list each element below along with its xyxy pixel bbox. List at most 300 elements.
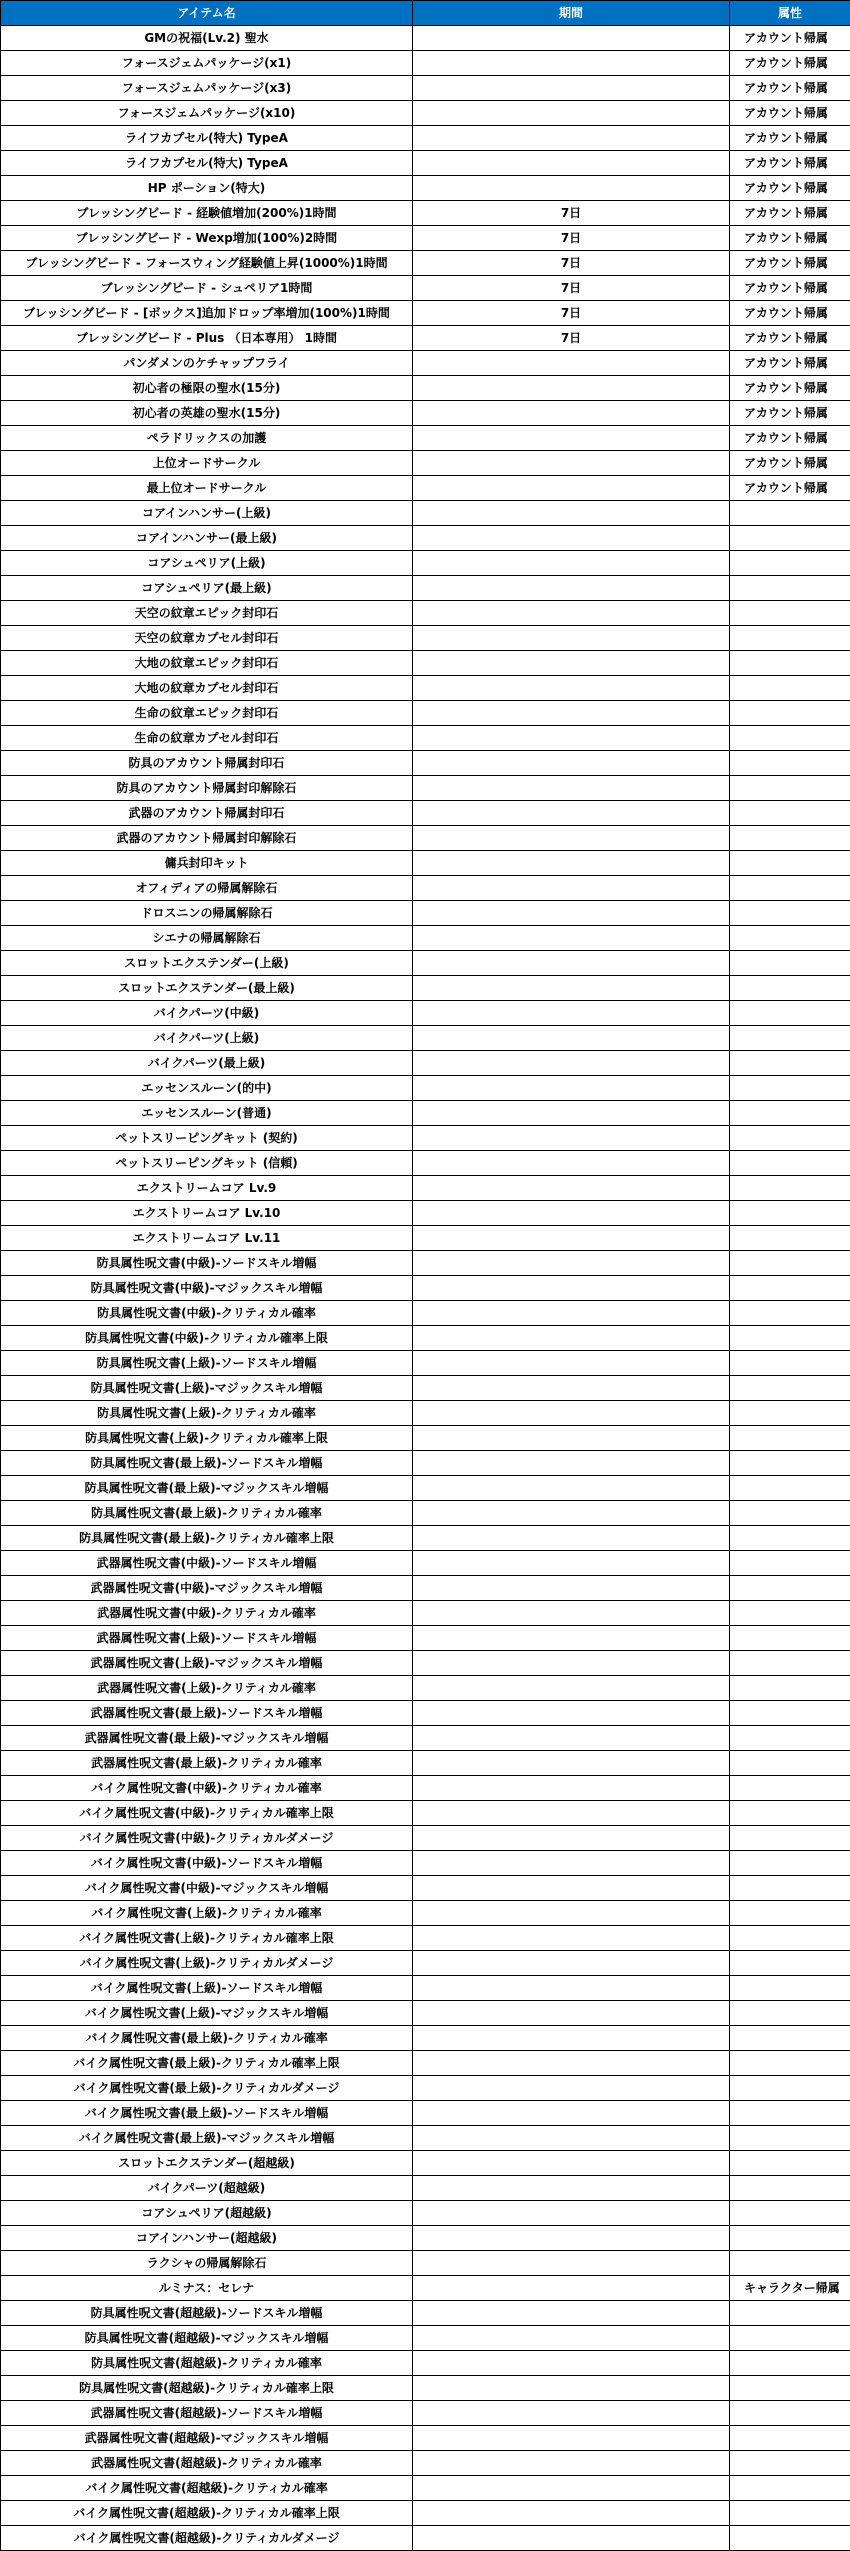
attribute-cell [730, 551, 850, 576]
table-row [1, 1826, 850, 1851]
period-cell [413, 2001, 730, 2026]
table-row [1, 426, 850, 451]
table-row [1, 2101, 850, 2126]
table-row [1, 926, 850, 951]
item-name-cell: 防具属性呪文書(上級)-マジックスキル増幅 [1, 1376, 413, 1401]
item-name-cell: 武器のアカウント帰属封印石 [1, 801, 413, 826]
table-row [1, 1876, 850, 1901]
attribute-cell [730, 1826, 850, 1851]
attribute-cell [730, 1501, 850, 1526]
period-cell [413, 1051, 730, 1076]
item-name-cell: 防具属性呪文書(中級)-クリティカル確率 [1, 1301, 413, 1326]
table-row [1, 1801, 850, 1826]
table-row [1, 1226, 850, 1251]
item-name-cell: 武器属性呪文書(中級)-ソードスキル増幅 [1, 1551, 413, 1576]
attribute-cell: アカウント帰属 [730, 101, 850, 126]
period-cell [413, 626, 730, 651]
item-name-cell: 武器属性呪文書(中級)-クリティカル確率 [1, 1601, 413, 1626]
period-cell: 7日 [413, 276, 730, 301]
attribute-cell [730, 2201, 850, 2226]
period-cell [413, 676, 730, 701]
table-row [1, 551, 850, 576]
attribute-cell [730, 1876, 850, 1901]
attribute-cell [730, 701, 850, 726]
item-name-cell: オフィディアの帰属解除石 [1, 876, 413, 901]
table-row [1, 751, 850, 776]
period-cell [413, 901, 730, 926]
period-cell [413, 351, 730, 376]
item-name-cell: 大地の紋章カプセル封印石 [1, 676, 413, 701]
item-name-cell: シエナの帰属解除石 [1, 926, 413, 951]
attribute-cell [730, 851, 850, 876]
table-row [1, 2501, 850, 2526]
table-row [1, 1976, 850, 2001]
period-cell [413, 1201, 730, 1226]
period-cell [413, 2326, 730, 2351]
attribute-cell [730, 1401, 850, 1426]
period-cell [413, 2226, 730, 2251]
table-row [1, 226, 850, 251]
table-body [1, 26, 850, 2551]
table-row [1, 1701, 850, 1726]
item-name-cell: バイク属性呪文書(最上級)-クリティカルダメージ [1, 2076, 413, 2101]
attribute-cell [730, 576, 850, 601]
item-name-cell: 武器のアカウント帰属封印解除石 [1, 826, 413, 851]
table-row [1, 1101, 850, 1126]
item-name-cell: バイクパーツ(最上級) [1, 1051, 413, 1076]
item-name-cell: 防具属性呪文書(超越級)-クリティカル確率上限 [1, 2376, 413, 2401]
period-cell [413, 1676, 730, 1701]
item-name-cell: HP ポーション(特大) [1, 176, 413, 201]
attribute-cell [730, 2451, 850, 2476]
period-cell [413, 1226, 730, 1251]
item-name-cell: 生命の紋章カプセル封印石 [1, 726, 413, 751]
item-name-cell: 初心者の英雄の聖水(15分) [1, 401, 413, 426]
attribute-cell: アカウント帰属 [730, 476, 850, 501]
item-name-cell: 武器属性呪文書(最上級)-マジックスキル増幅 [1, 1726, 413, 1751]
table-row [1, 301, 850, 326]
attribute-cell [730, 651, 850, 676]
period-cell [413, 2301, 730, 2326]
attribute-cell: アカウント帰属 [730, 301, 850, 326]
table-row [1, 2201, 850, 2226]
period-cell [413, 2426, 730, 2451]
period-cell [413, 1776, 730, 1801]
item-name-cell: バイクパーツ(上級) [1, 1026, 413, 1051]
period-cell [413, 951, 730, 976]
period-cell [413, 151, 730, 176]
table-row [1, 876, 850, 901]
item-name-cell: バイク属性呪文書(最上級)-クリティカル確率 [1, 2026, 413, 2051]
table-row [1, 1851, 850, 1876]
attribute-cell [730, 2476, 850, 2501]
item-name-cell: フォースジェムパッケージ(x3) [1, 76, 413, 101]
attribute-cell: アカウント帰属 [730, 226, 850, 251]
table-row [1, 1151, 850, 1176]
period-cell [413, 1351, 730, 1376]
period-cell [413, 801, 730, 826]
attribute-cell [730, 1076, 850, 1101]
table-row [1, 1026, 850, 1051]
attribute-cell [730, 2226, 850, 2251]
table-row [1, 1526, 850, 1551]
period-cell [413, 826, 730, 851]
attribute-cell [730, 2026, 850, 2051]
period-cell [413, 2126, 730, 2151]
table-row [1, 1751, 850, 1776]
table-row [1, 2001, 850, 2026]
attribute-cell [730, 1551, 850, 1576]
item-name-cell: ドロスニンの帰属解除石 [1, 901, 413, 926]
attribute-cell [730, 1351, 850, 1376]
attribute-cell [730, 2076, 850, 2101]
period-cell [413, 1401, 730, 1426]
period-cell [413, 1501, 730, 1526]
item-name-cell: バイク属性呪文書(中級)-クリティカル確率 [1, 1776, 413, 1801]
attribute-cell [730, 1451, 850, 1476]
period-cell [413, 2526, 730, 2551]
item-name-cell: ブレッシングビード - フォースウィング経験値上昇(1000%)1時間 [1, 251, 413, 276]
table-row [1, 701, 850, 726]
table-row [1, 2451, 850, 2476]
attribute-cell [730, 1376, 850, 1401]
attribute-cell [730, 2151, 850, 2176]
period-cell [413, 776, 730, 801]
attribute-cell [730, 2426, 850, 2451]
table-row [1, 51, 850, 76]
table-row [1, 1201, 850, 1226]
attribute-cell: アカウント帰属 [730, 326, 850, 351]
period-cell [413, 976, 730, 1001]
period-cell [413, 51, 730, 76]
attribute-cell [730, 2051, 850, 2076]
table-row [1, 801, 850, 826]
table-row [1, 351, 850, 376]
item-name-cell: 防具属性呪文書(最上級)-マジックスキル増幅 [1, 1476, 413, 1501]
item-name-cell: バイク属性呪文書(中級)-ソードスキル増幅 [1, 1851, 413, 1876]
period-cell: 7日 [413, 301, 730, 326]
table-row [1, 1626, 850, 1651]
item-name-cell: バイク属性呪文書(上級)-ソードスキル増幅 [1, 1976, 413, 2001]
period-cell [413, 1826, 730, 1851]
item-name-cell: ペットスリーピングキット (契約) [1, 1126, 413, 1151]
table-row [1, 101, 850, 126]
header-attribute: 属性 [730, 1, 850, 26]
attribute-cell: アカウント帰属 [730, 26, 850, 51]
header-item-name: アイテム名 [1, 1, 413, 26]
item-name-cell: 武器属性呪文書(最上級)-クリティカル確率 [1, 1751, 413, 1776]
table-row [1, 2251, 850, 2276]
table-row [1, 526, 850, 551]
period-cell [413, 1076, 730, 1101]
attribute-cell [730, 2301, 850, 2326]
period-cell [413, 1126, 730, 1151]
item-name-cell: 天空の紋章カプセル封印石 [1, 626, 413, 651]
table-row [1, 1426, 850, 1451]
attribute-cell [730, 1001, 850, 1026]
attribute-cell [730, 601, 850, 626]
table-row [1, 1476, 850, 1501]
period-cell [413, 76, 730, 101]
period-cell [413, 726, 730, 751]
period-cell: 7日 [413, 326, 730, 351]
attribute-cell [730, 676, 850, 701]
period-cell [413, 401, 730, 426]
table-row [1, 2051, 850, 2076]
table-row [1, 126, 850, 151]
table-row [1, 151, 850, 176]
table-row [1, 901, 850, 926]
period-cell [413, 476, 730, 501]
table-row [1, 276, 850, 301]
period-cell [413, 1626, 730, 1651]
period-cell [413, 1001, 730, 1026]
period-cell [413, 2076, 730, 2101]
table-row [1, 201, 850, 226]
attribute-cell: アカウント帰属 [730, 251, 850, 276]
period-cell [413, 126, 730, 151]
item-name-cell: ライフカプセル(特大) TypeA [1, 151, 413, 176]
period-cell [413, 1476, 730, 1501]
item-name-cell: エッセンスルーン(的中) [1, 1076, 413, 1101]
attribute-cell: アカウント帰属 [730, 76, 850, 101]
attribute-cell: アカウント帰属 [730, 401, 850, 426]
period-cell [413, 1426, 730, 1451]
period-cell [413, 1026, 730, 1051]
table-row [1, 2326, 850, 2351]
period-cell [413, 876, 730, 901]
item-name-cell: 傭兵封印キット [1, 851, 413, 876]
item-name-cell: バイク属性呪文書(最上級)-マジックスキル増幅 [1, 2126, 413, 2151]
item-name-cell: 武器属性呪文書(中級)-マジックスキル増幅 [1, 1576, 413, 1601]
item-name-cell: コアシュペリア(最上級) [1, 576, 413, 601]
item-name-cell: エクストリームコア Lv.10 [1, 1201, 413, 1226]
attribute-cell [730, 1051, 850, 1076]
item-name-cell: 防具属性呪文書(上級)-クリティカル確率上限 [1, 1426, 413, 1451]
table-row [1, 626, 850, 651]
period-cell [413, 2501, 730, 2526]
period-cell [413, 1176, 730, 1201]
item-name-cell: コアインハンサー(最上級) [1, 526, 413, 551]
period-cell [413, 1901, 730, 1926]
table-row [1, 951, 850, 976]
item-name-cell: コアシュペリア(超越級) [1, 2201, 413, 2226]
attribute-cell [730, 1926, 850, 1951]
item-name-cell: バイク属性呪文書(上級)-マジックスキル増幅 [1, 2001, 413, 2026]
item-name-cell: 武器属性呪文書(超越級)-ソードスキル増幅 [1, 2401, 413, 2426]
item-name-cell: バイク属性呪文書(中級)-クリティカル確率上限 [1, 1801, 413, 1826]
attribute-cell [730, 1626, 850, 1651]
attribute-cell: アカウント帰属 [730, 126, 850, 151]
attribute-cell [730, 2401, 850, 2426]
table-row [1, 1326, 850, 1351]
attribute-cell [730, 2326, 850, 2351]
attribute-cell [730, 1251, 850, 1276]
attribute-cell [730, 1101, 850, 1126]
attribute-cell: アカウント帰属 [730, 201, 850, 226]
item-name-cell: 防具属性呪文書(上級)-クリティカル確率 [1, 1401, 413, 1426]
attribute-cell [730, 1126, 850, 1151]
item-name-cell: コアインハンサー(上級) [1, 501, 413, 526]
attribute-cell [730, 1901, 850, 1926]
period-cell: 7日 [413, 226, 730, 251]
period-cell [413, 2051, 730, 2076]
item-name-cell: ペラドリックスの加護 [1, 426, 413, 451]
period-cell [413, 651, 730, 676]
period-cell [413, 2376, 730, 2401]
table-row [1, 501, 850, 526]
period-cell [413, 2251, 730, 2276]
attribute-cell [730, 1201, 850, 1226]
table-row [1, 651, 850, 676]
item-name-cell: ブレッシングビード - シュペリア1時間 [1, 276, 413, 301]
item-name-cell: 防具属性呪文書(超越級)-クリティカル確率 [1, 2351, 413, 2376]
item-name-cell: 防具属性呪文書(超越級)-ソードスキル増幅 [1, 2301, 413, 2326]
attribute-cell [730, 1676, 850, 1701]
period-cell [413, 701, 730, 726]
period-cell [413, 1951, 730, 1976]
item-name-cell: 防具属性呪文書(中級)-マジックスキル増幅 [1, 1276, 413, 1301]
table-row [1, 2301, 850, 2326]
period-cell [413, 1451, 730, 1476]
table-row [1, 1451, 850, 1476]
table-row [1, 2176, 850, 2201]
item-name-cell: バイク属性呪文書(最上級)-クリティカル確率上限 [1, 2051, 413, 2076]
attribute-cell [730, 2001, 850, 2026]
attribute-cell [730, 1751, 850, 1776]
attribute-cell [730, 1776, 850, 1801]
item-name-cell: ブレッシングビード - Plus （日本専用） 1時間 [1, 326, 413, 351]
table-row [1, 401, 850, 426]
period-cell [413, 576, 730, 601]
period-cell [413, 2451, 730, 2476]
period-cell: 7日 [413, 201, 730, 226]
item-name-cell: バイク属性呪文書(超越級)-クリティカル確率上限 [1, 2501, 413, 2526]
attribute-cell [730, 1576, 850, 1601]
item-name-cell: コアシュペリア(上級) [1, 551, 413, 576]
period-cell [413, 1576, 730, 1601]
period-cell [413, 1651, 730, 1676]
item-name-cell: エクストリームコア Lv.11 [1, 1226, 413, 1251]
table-row [1, 76, 850, 101]
period-cell [413, 26, 730, 51]
attribute-cell: アカウント帰属 [730, 276, 850, 301]
item-name-cell: バイク属性呪文書(上級)-クリティカル確率上限 [1, 1926, 413, 1951]
table-row [1, 251, 850, 276]
item-name-cell: 防具属性呪文書(超越級)-マジックスキル増幅 [1, 2326, 413, 2351]
item-name-cell: エクストリームコア Lv.9 [1, 1176, 413, 1201]
period-cell [413, 1376, 730, 1401]
table-row [1, 726, 850, 751]
table-row [1, 1001, 850, 1026]
attribute-cell [730, 2526, 850, 2551]
item-name-cell: ルミナス：セレナ [1, 2276, 413, 2301]
table-row [1, 451, 850, 476]
item-name-cell: 天空の紋章エピック封印石 [1, 601, 413, 626]
attribute-cell [730, 1526, 850, 1551]
attribute-cell: アカウント帰属 [730, 351, 850, 376]
item-name-cell: ブレッシングビード - Wexp増加(100%)2時間 [1, 226, 413, 251]
period-cell [413, 426, 730, 451]
item-name-cell: 大地の紋章エピック封印石 [1, 651, 413, 676]
table-row [1, 2226, 850, 2251]
item-name-cell: 防具属性呪文書(上級)-ソードスキル増幅 [1, 1351, 413, 1376]
item-name-cell: スロットエクステンダー(最上級) [1, 976, 413, 1001]
table-row [1, 1376, 850, 1401]
item-name-cell: バイク属性呪文書(最上級)-ソードスキル増幅 [1, 2101, 413, 2126]
period-cell [413, 1101, 730, 1126]
item-name-cell: 最上位オードサークル [1, 476, 413, 501]
table-row [1, 326, 850, 351]
item-name-cell: 防具属性呪文書(中級)-クリティカル確率上限 [1, 1326, 413, 1351]
attribute-cell: アカウント帰属 [730, 176, 850, 201]
item-name-cell: バイクパーツ(中級) [1, 1001, 413, 1026]
attribute-cell: キャラクター帰属 [730, 2276, 850, 2301]
table-row [1, 1351, 850, 1376]
table-row [1, 851, 850, 876]
attribute-cell [730, 951, 850, 976]
attribute-cell [730, 801, 850, 826]
item-name-cell: ラクシャの帰属解除石 [1, 2251, 413, 2276]
table-row [1, 2426, 850, 2451]
period-cell [413, 501, 730, 526]
item-name-cell: GMの祝福(Lv.2) 聖水 [1, 26, 413, 51]
period-cell [413, 2276, 730, 2301]
table-row [1, 2026, 850, 2051]
period-cell [413, 2201, 730, 2226]
attribute-cell [730, 1226, 850, 1251]
table-row [1, 676, 850, 701]
item-name-cell: 生命の紋章エピック封印石 [1, 701, 413, 726]
table-row [1, 1576, 850, 1601]
item-name-cell: 上位オードサークル [1, 451, 413, 476]
attribute-cell: アカウント帰属 [730, 426, 850, 451]
attribute-cell [730, 1951, 850, 1976]
table-row [1, 1501, 850, 1526]
period-cell [413, 176, 730, 201]
period-cell [413, 1801, 730, 1826]
attribute-cell [730, 1601, 850, 1626]
item-name-cell: 武器属性呪文書(超越級)-クリティカル確率 [1, 2451, 413, 2476]
attribute-cell [730, 926, 850, 951]
period-cell [413, 2476, 730, 2501]
item-name-cell: 武器属性呪文書(最上級)-ソードスキル増幅 [1, 1701, 413, 1726]
attribute-cell [730, 2501, 850, 2526]
table-row [1, 1551, 850, 1576]
period-cell [413, 376, 730, 401]
table-row [1, 1251, 850, 1276]
item-name-cell: 防具属性呪文書(最上級)-ソードスキル増幅 [1, 1451, 413, 1476]
period-cell: 7日 [413, 251, 730, 276]
period-cell [413, 1751, 730, 1776]
item-name-cell: バイクパーツ(超越級) [1, 2176, 413, 2201]
attribute-cell: アカウント帰属 [730, 376, 850, 401]
period-cell [413, 1601, 730, 1626]
table-row [1, 976, 850, 1001]
item-name-cell: ペットスリーピングキット (信頼) [1, 1151, 413, 1176]
table-row [1, 1076, 850, 1101]
item-name-cell: スロットエクステンダー(上級) [1, 951, 413, 976]
table-row [1, 2151, 850, 2176]
item-name-cell: 武器属性呪文書(上級)-マジックスキル増幅 [1, 1651, 413, 1676]
item-name-cell: 武器属性呪文書(上級)-ソードスキル増幅 [1, 1626, 413, 1651]
attribute-cell: アカウント帰属 [730, 451, 850, 476]
table-row [1, 26, 850, 51]
period-cell [413, 526, 730, 551]
item-name-cell: バイク属性呪文書(中級)-クリティカルダメージ [1, 1826, 413, 1851]
table-row [1, 2476, 850, 2501]
item-name-cell: 防具属性呪文書(中級)-ソードスキル増幅 [1, 1251, 413, 1276]
